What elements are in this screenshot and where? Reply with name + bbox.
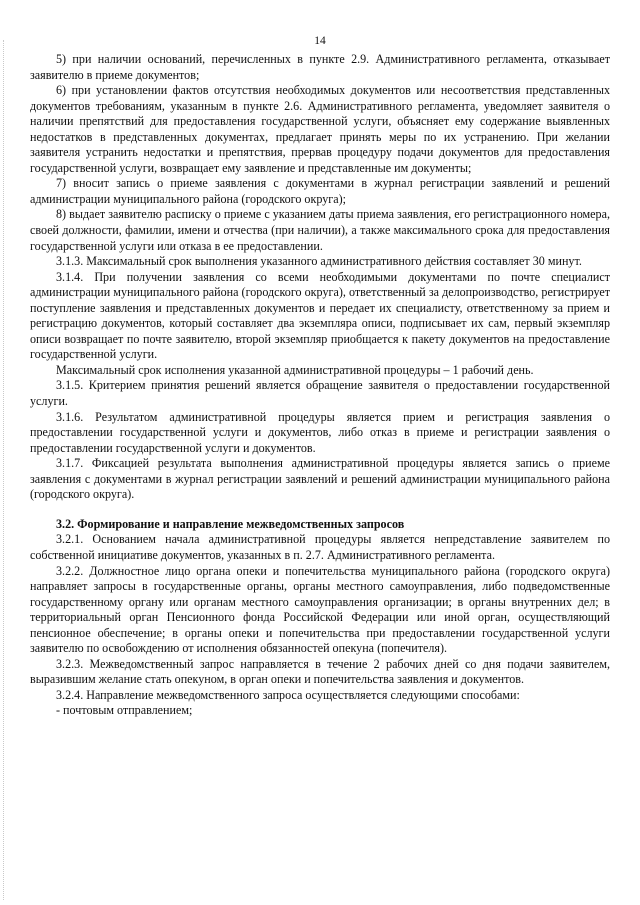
page-number: 14 (314, 35, 326, 47)
bullet-item: - почтовым отправлением; (56, 703, 193, 718)
paragraph-3-1-4: 3.1.4. При получении заявления со всеми необходимыми документами по почте специалист администрации муниципального района (городского округа), ответственный за делопроизводство, регистрирует поступление заявления и представленных документов и передает их специалисту, ответственному за прием и регистрацию документов, который составляет два экземпляра описи, подписывает их сам, первый экземпляр описи возвращает по почте заявителю, второй экземпляр приобщается к пакету документов на предоставление государственной услуги. (30, 269, 610, 362)
paragraph-3-1-5: 3.1.5. Критерием принятия решений является обращение заявителя о предоставлении государственной услуги. (30, 378, 610, 409)
section-heading-3-2: 3.2. Формирование и направление межведомственных запросов (56, 516, 405, 531)
paragraph-item-6: 6) при установлении фактов отсутствия необходимых документов или несоответствия представленных документов требованиям, указанным в пункте 2.6. Административного регламента, уведомляет заявителя о наличии препятствий для предоставления государственной услуги, объясняет ему содержание выявленных недостатков в представленных документах, предлагает принять меры по их устранению. При желании заявителя устранить недостатки и препятствия, прервав процедуру подачи документов для предоставления государственной услуги, возвращает ему заявление и представленные им документы; (30, 83, 610, 175)
paragraph-3-2-4: 3.2.4. Направление межведомственного запроса осуществляется следующими способами: (56, 687, 520, 702)
paragraph-item-7: 7) вносит запись о приеме заявления с документами в журнал регистрации заявлений и решений администрации муниципального района (городского округа); (30, 176, 610, 206)
paragraph-3-2-3: 3.2.3. Межведомственный запрос направляется в течение 2 рабочих дней со дня подачи заявителем, выразившим желание стать опекуном, в орган опеки и попечительства заявления и документов. (30, 656, 610, 687)
paragraph-max-term: Максимальный срок исполнения указанной административной процедуры – 1 рабочий день. (56, 362, 534, 377)
paragraph-3-2-2: 3.2.2. Должностное лицо органа опеки и попечительства муниципального района (городского округа) направляет запросы в государственные органы, органы местного самоуправления, либо подведомственные государственному органу или органам местного самоуправления организации; в органы внутренних дел; в территориальный орган Пенсионного фонда Российской Федерации или иной орган, осуществляющий пенсионное обеспечение; в органы опеки и попечительства при предоставлении государственной услуги заявителю по освобождению от исполнения обязанностей опекуна (попечителя). (30, 563, 610, 656)
paragraph-item-5: 5) при наличии оснований, перечисленных в пункте 2.9. Административного регламента, отказывает заявителю в приеме документов; (30, 52, 610, 82)
document-page (30, 34, 610, 719)
paragraph-3-1-6: 3.1.6. Результатом административной процедуры является прием и регистрация заявления о предоставлении государственной услуги и документов, либо отказ в приеме и регистрации заявления о предоставлении государственной услуги и документов. (30, 409, 610, 455)
paragraph-3-1-7: 3.1.7. Фиксацией результата выполнения административной процедуры является запись о приеме заявления с документами в журнал регистрации заявлений и решений администрации муниципального района (городского округа). (30, 456, 610, 502)
scan-margin-marks (3, 40, 7, 900)
paragraph-3-2-1: 3.2.1. Основанием начала административной процедуры является непредставление заявителем по собственной инициативе документов, указанных в п. 2.7. Административного регламента. (30, 532, 610, 562)
paragraph-item-8: 8) выдает заявителю расписку о приеме с указанием даты приема заявления, его регистрационного номера, своей должности, фамилии, имени и отчества (при наличии), а также максимального срока для предоставления государственной услуги или отказа в ее предоставлении. (30, 207, 610, 253)
paragraph-3-1-3: 3.1.3. Максимальный срок выполнения указанного административного действия составляет 30 минут. (56, 254, 582, 269)
